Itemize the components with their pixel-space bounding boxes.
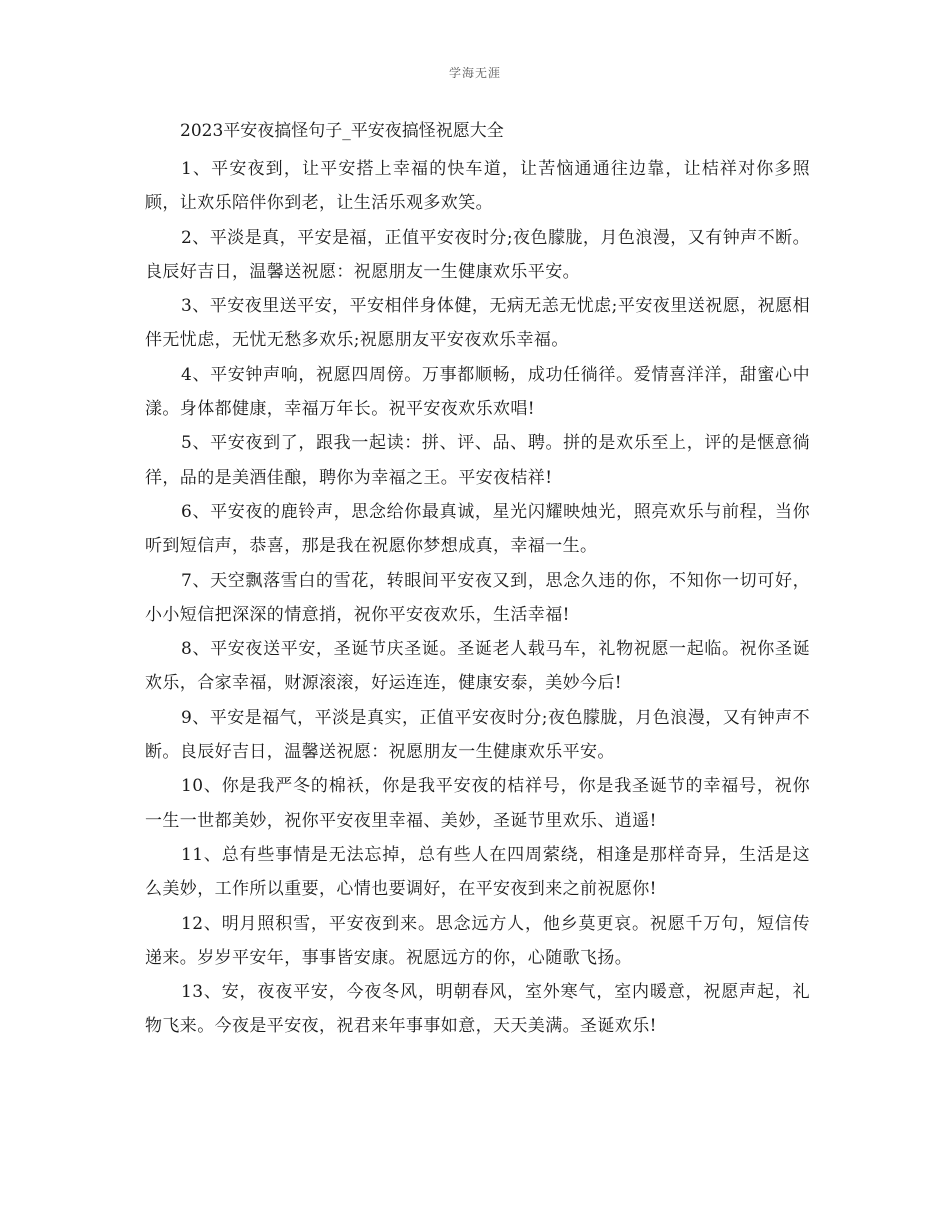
paragraph-2: 2、平淡是真，平安是福，正值平安夜时分;夜色朦胧，月色浪漫，又有钟声不断。良辰好吉日，温馨送祝愿：祝愿朋友一生健康欢乐平安。 [145, 227, 810, 282]
paragraph-12: 12、明月照积雪，平安夜到来。思念远方人，他乡莫更哀。祝愿千万句，短信传递来。岁岁平安年，事事皆安康。祝愿远方的你，心随歌飞扬。 [145, 913, 810, 968]
paragraph-4: 4、平安钟声响，祝愿四周傍。万事都顺畅，成功任徜徉。爱情喜洋洋，甜蜜心中漾。身体都健康，幸福万年长。祝平安夜欢乐欢唱! [145, 364, 810, 420]
paragraph-8: 8、平安夜送平安，圣诞节庆圣诞。圣诞老人载马车，礼物祝愿一起临。祝你圣诞欢乐，合家幸福，财源滚滚，好运连连，健康安泰，美妙今后! [145, 639, 810, 694]
document-title: 2023平安夜搞怪句子_平安夜搞怪祝愿大全 [180, 121, 504, 141]
paragraph-10: 10、你是我严冬的棉袄，你是我平安夜的桔祥号，你是我圣诞节的幸福号，祝你一生一世都美妙，祝你平安夜里幸福、美妙，圣诞节里欢乐、逍遥! [145, 776, 810, 831]
paragraph-13: 13、安，夜夜平安，今夜冬风，明朝春风，室外寒气，室内暖意，祝愿声起，礼物飞来。今夜是平安夜，祝君来年事事如意，天天美满。圣诞欢乐! [145, 982, 810, 1037]
document-body [145, 152, 810, 1044]
paragraph-5: 5、平安夜到了，跟我一起读：拼、评、品、聘。拼的是欢乐至上，评的是惬意徜徉，品的是美酒佳酿，聘你为幸福之王。平安夜桔祥! [145, 433, 810, 488]
paragraph-6: 6、平安夜的鹿铃声，思念给你最真诚，星光闪耀映烛光，照亮欢乐与前程，当你听到短信声，恭喜，那是我在祝愿你梦想成真，幸福一生。 [145, 501, 810, 557]
paragraph-1: 1、平安夜到，让平安搭上幸福的快车道，让苦恼通通往边靠，让桔祥对你多照顾，让欢乐陪伴你到老，让生活乐观多欢笑。 [145, 159, 810, 214]
paragraph-11: 11、总有些事情是无法忘掉，总有些人在四周萦绕，相逢是那样奇异，生活是这么美妙，工作所以重要，心情也要调好，在平安夜到来之前祝愿你! [145, 844, 810, 900]
paragraph-7: 7、天空飘落雪白的雪花，转眼间平安夜又到，思念久违的你，不知你一切可好，小小短信把深深的情意捎，祝你平安夜欢乐，生活幸福! [145, 570, 810, 625]
page-header: 学海无涯 [448, 66, 501, 80]
paragraph-9: 9、平安是福气，平淡是真实，正值平安夜时分;夜色朦胧，月色浪漫，又有钟声不断。良辰好吉日，温馨送祝愿：祝愿朋友一生健康欢乐平安。 [145, 707, 810, 763]
paragraph-3: 3、平安夜里送平安，平安相伴身体健，无病无恙无忧虑;平安夜里送祝愿，祝愿相伴无忧虑，无忧无愁多欢乐;祝愿朋友平安夜欢乐幸福。 [145, 296, 810, 351]
